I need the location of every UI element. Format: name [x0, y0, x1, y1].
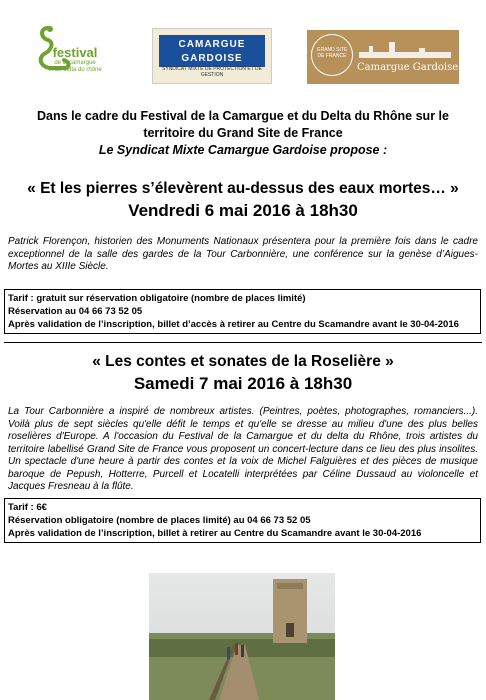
event1-title: « Et les pierres s’élevèrent au-dessus des eaux mortes… » — [27, 180, 459, 197]
grand-site-name: Camargue Gardoise — [357, 62, 459, 73]
tour-carbonniere-photo — [149, 573, 335, 700]
festival-logo-text: festival — [52, 45, 98, 60]
event1-ticket-info: Après validation de l’inscription, billet d’accès à retirer au Centre du Scamandre avant le 30-04-2016 — [8, 319, 459, 330]
event2-date: Samedi 7 mai 2016 à 18h30 — [133, 374, 353, 393]
grand-site-badge — [311, 34, 353, 76]
event1-info-box — [4, 289, 481, 334]
festival-logo-sub1: de la camargue — [54, 60, 96, 66]
event2-price: Tarif : 6€ — [8, 502, 47, 513]
event2-ticket-info: Après validation de l’inscription, billet à retirer au Centre du Scamandre avant le 30-04-2016 — [8, 528, 422, 539]
camargue-gardoise-logo — [152, 28, 272, 84]
tower-landscape-image — [149, 573, 335, 700]
intro-line-2: territoire du Grand Site de France — [143, 126, 343, 140]
grand-site-logo — [307, 30, 459, 84]
event1-price: Tarif : gratuit sur réservation obligatoire (nombre de places limité) — [8, 293, 306, 304]
event1-date: Vendredi 6 mai 2016 à 18h30 — [128, 201, 358, 220]
intro-line-1: Dans le cadre du Festival de la Camargue et du Delta du Rhône sur le — [37, 109, 449, 123]
city-silhouette-icon — [359, 36, 451, 58]
logo-text-gardoise: GARDOISE — [181, 53, 243, 64]
badge-text-1: GRAND SITE — [316, 47, 348, 53]
logo-text-camargue: CAMARGUE — [178, 39, 246, 50]
section-divider — [4, 342, 482, 343]
event2-description: La Tour Carbonnière a inspiré de nombreux artistes. (Peintres, poètes, photographes, romanciers...). Voilà plus de sept siècles qu'elle défit le temps et qu'elle se dresse au milieu d'une des plus belles roselières d'Europe. A l'occasion du Festival de la Camargue et du delta du Rhône, trois artistes du territoire labellisé Grand Site de France vous proposent un concert-lecture dans ce lieu des plus insolites. Un spectacle d'une heure à partir des contes et la voix de Michel Falguières et des pièces de musique baroque de Pepush, Hotterre, Purcell et Locatelli interprétées par Céline Dussaud au violoncelle et Jacques Fresneau à la flûte. — [8, 406, 478, 492]
intro-block — [20, 108, 466, 159]
event2-reservation: Réservation obligatoire (nombre de places limité) au 04 66 73 52 05 — [8, 515, 311, 526]
festival-logo-sub2: et du delta du rhône — [48, 67, 102, 73]
event2-info-box — [4, 498, 481, 543]
event1-reservation: Réservation au 04 66 73 52 05 — [8, 306, 143, 317]
intro-line-3: Le Syndicat Mixte Camargue Gardoise propose : — [98, 143, 388, 157]
festival-logo — [30, 24, 110, 86]
event1-description: Patrick Florençon, historien des Monuments Nationaux présentera pour la première fois dans le cadre exceptionnel de la salle des gardes de la Tour Carbonnière, une conférence sur la genèse d’Aigues-Mortes au XIIIe Siècle. — [8, 236, 478, 272]
badge-text-2: DE FRANCE — [317, 53, 347, 59]
logo-band — [159, 35, 265, 67]
event2-title: « Les contes et sonates de la Roselière » — [92, 353, 394, 370]
logo-tagline: SYNDICAT MIXTE DE PROTECTION ET DE GESTION — [161, 66, 262, 78]
